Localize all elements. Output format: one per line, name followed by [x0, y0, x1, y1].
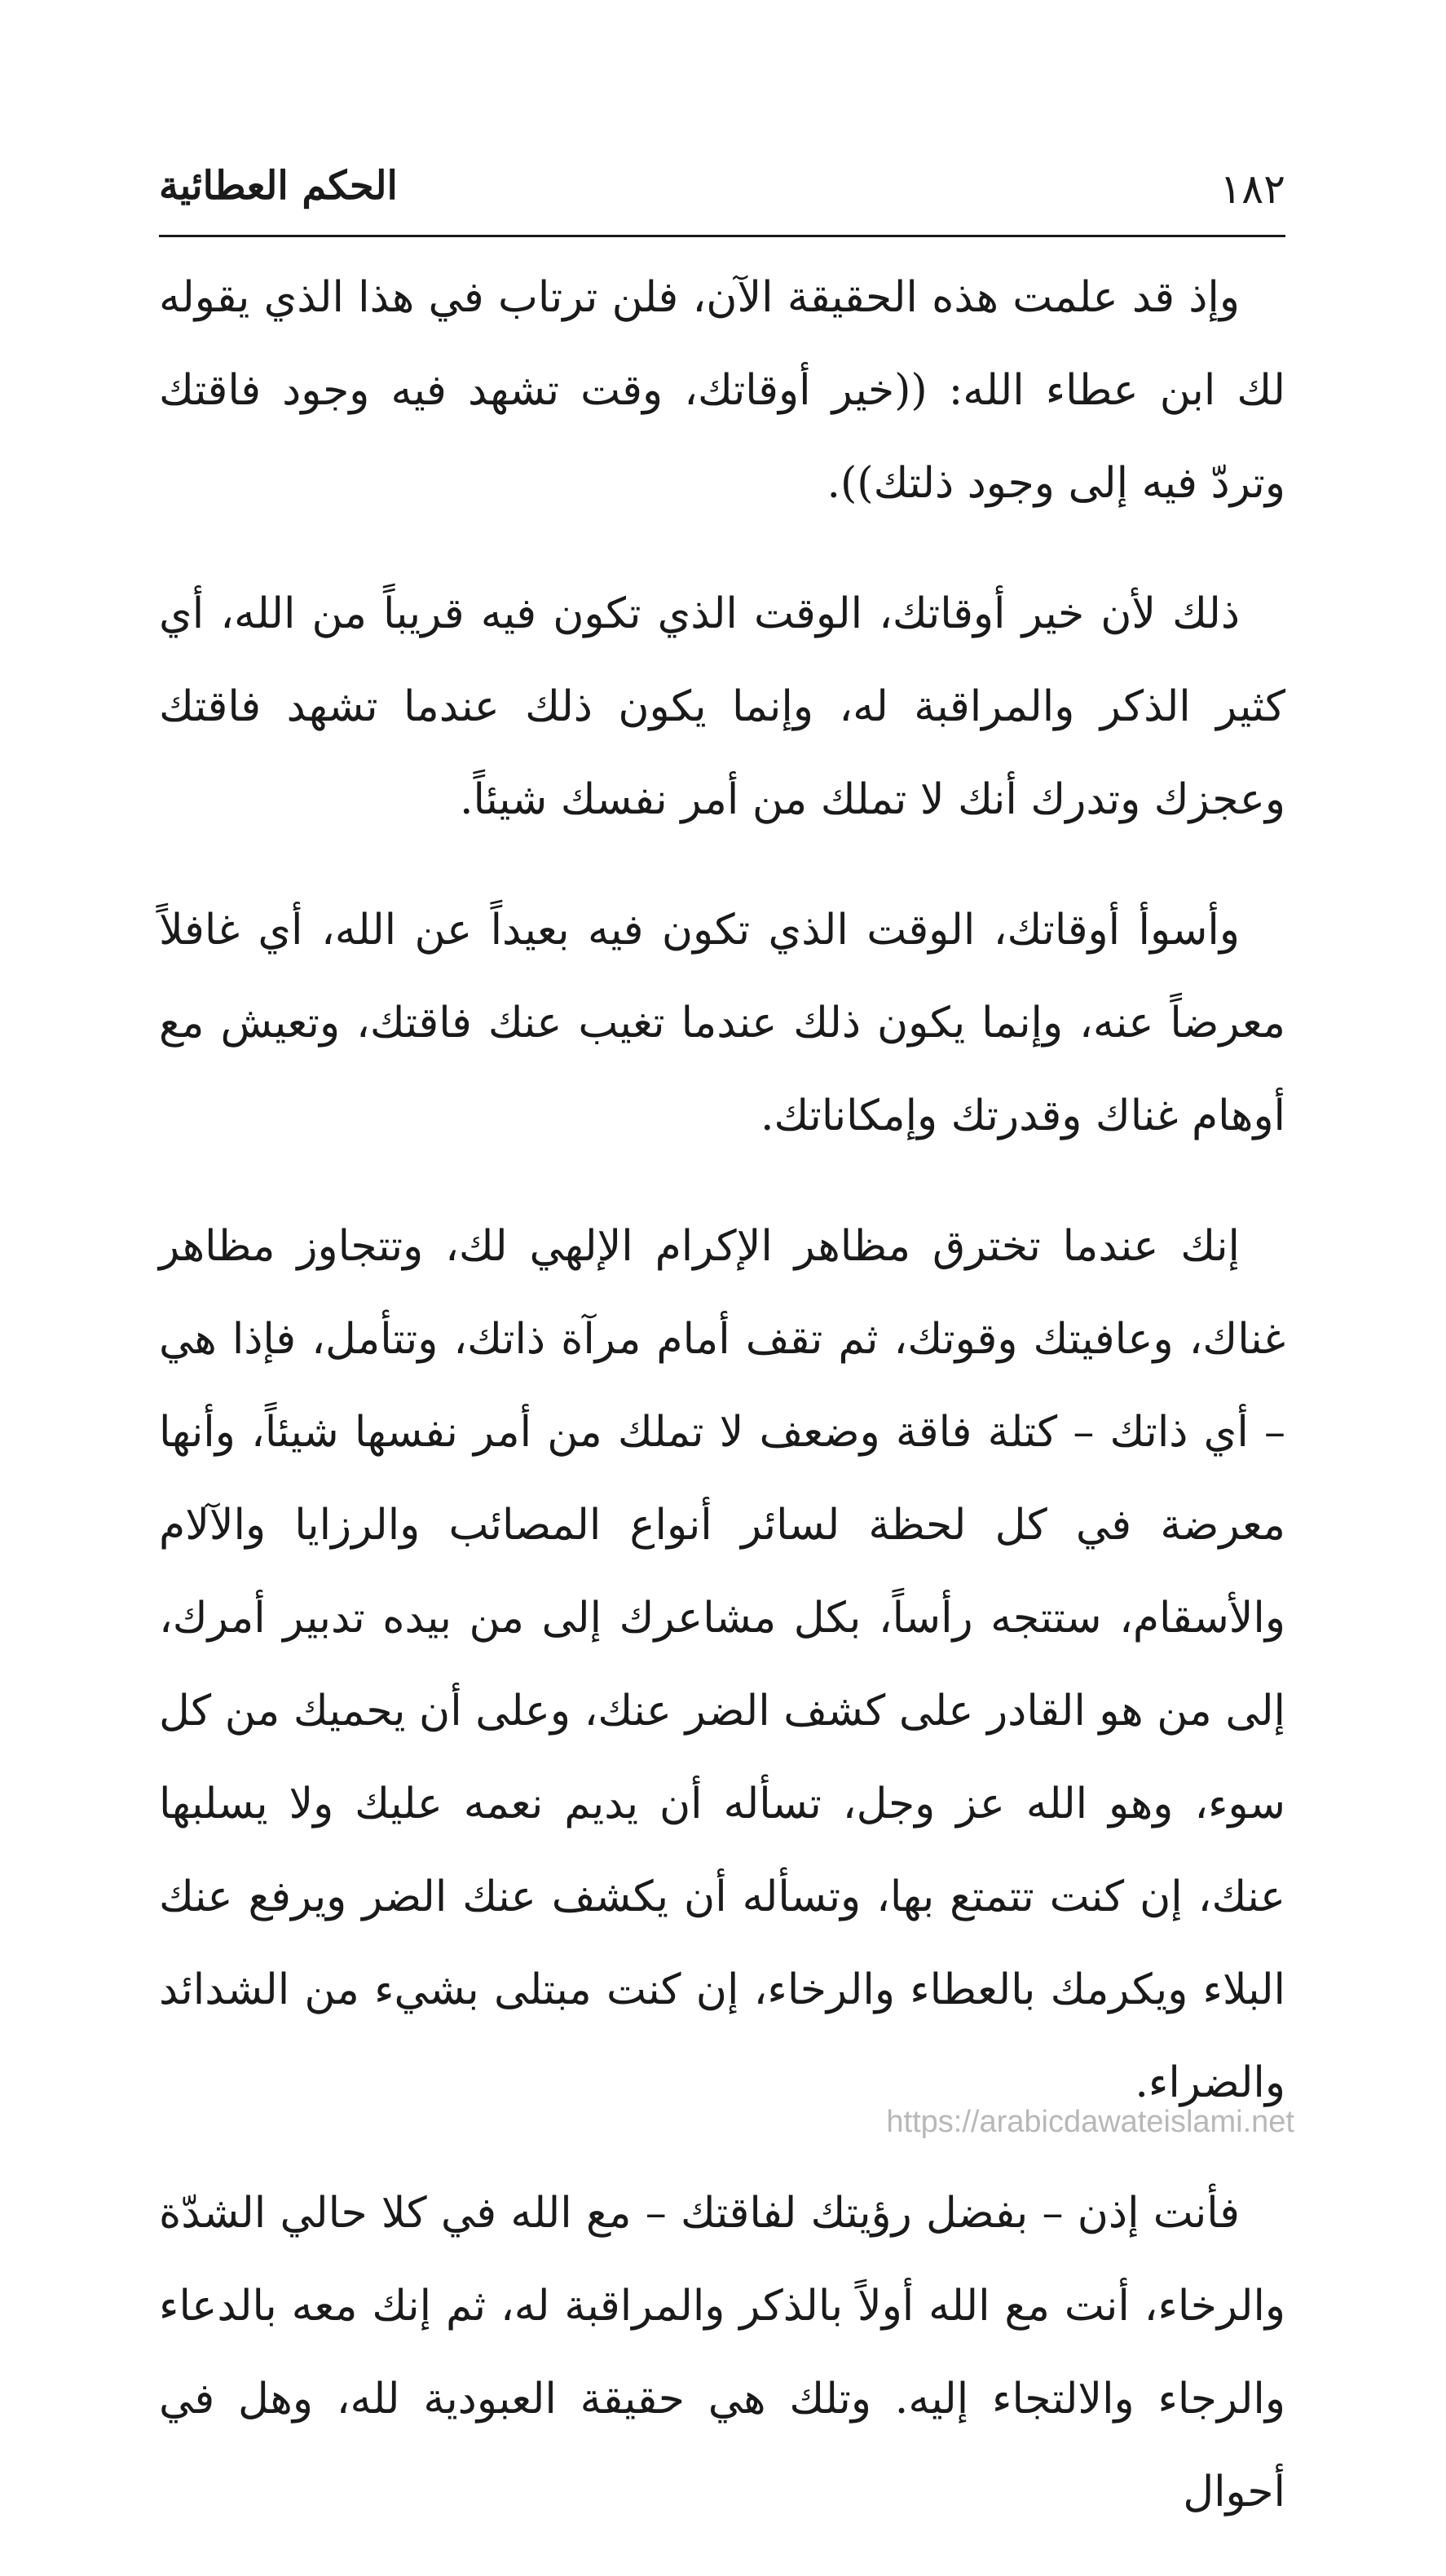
book-title: الحكم العطائية: [159, 163, 398, 209]
paragraph-5: فأنت إذن – بفضل رؤيتك لفاقتك – مع الله في كلا حالي الشدّة والرخاء، أنت مع الله أولاً بالذكر والمراقبة له، ثم إنك معه بالدعاء والرجاء والالتجاء إليه. وتلك هي حقيقة العبودية لله، وهل في أحوال: [159, 2189, 1285, 2516]
page-header: [159, 152, 1285, 225]
watermark-url: https://arabicdawateislami.net: [886, 2105, 1294, 2139]
paragraph-4: إنك عندما تخترق مظاهر الإكرام الإلهي لك، وتتجاوز مظاهر غناك، وعافيتك وقوتك، ثم تقف أمام مرآة ذاتك، وتتأمل، فإذا هي – أي ذاتك – كتلة فاقة وضعف لا تملك من أمر نفسها شيئاً، وأنها معرضة في كل لحظة لسائر أنواع المصائب والرزايا والآلام والأسقام، ستتجه رأساً، بكل مشاعرك إلى من بيده تدبير أمرك، إلى من هو القادر على كشف الضر عنك، وعلى أن يحميك من كل سوء، وهو الله عز وجل، تسأله أن يديم نعمه عليك ولا يسلبها عنك، إن كنت تتمتع بها، وتسأله أن يكشف عنك الضر ويرفع عنك البلاء ويكرمك بالعطاء والرخاء، إن كنت مبتلى بشيء من الشدائد والضراء.: [159, 1222, 1285, 2107]
body-text: [159, 251, 1285, 2576]
paragraph-3: وأسوأ أوقاتك، الوقت الذي تكون فيه بعيداً عن الله، أي غافلاً معرضاً عنه، وإنما يكون ذلك عندما تغيب عنك فاقتك، وتعيش مع أوهام غناك وقدرتك وإمكاناتك.: [159, 906, 1285, 1140]
header-divider: [159, 235, 1285, 237]
paragraph-2: ذلك لأن خير أوقاتك، الوقت الذي تكون فيه قريباً من الله، أي كثير الذكر والمراقبة له، وإنما يكون ذلك عندما تشهد فاقتك وعجزك وتدرك أنك لا تملك من أمر نفسك شيئاً.: [159, 589, 1285, 824]
paragraph-1: وإذ قد علمت هذه الحقيقة الآن، فلن ترتاب في هذا الذي يقوله لك ابن عطاء الله: ((خير أوقاتك، وقت تشهد فيه وجود فاقتك وتردّ فيه إلى وجود ذلتك)).: [159, 273, 1285, 508]
page-number: ١٨٢: [1219, 165, 1285, 213]
